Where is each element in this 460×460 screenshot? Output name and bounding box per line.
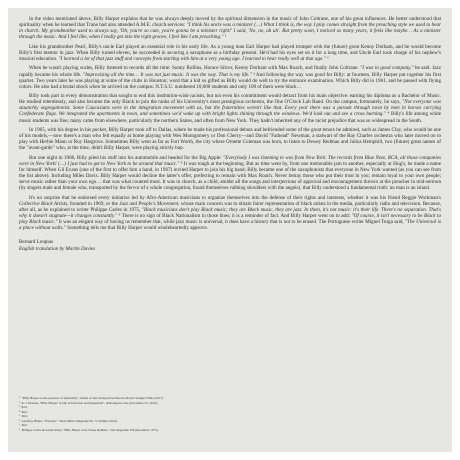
paragraph-text: ¹ (223, 34, 227, 41)
article-paragraph (19, 65, 441, 89)
footnote-number: ⁴ (19, 409, 21, 414)
article-paragraph (19, 195, 441, 232)
quoted-text: "Improvising all the time… It was not just music. It was the way. That is my life." (82, 71, 252, 78)
footnote-number: ⁶ (19, 427, 21, 432)
footnote-number: ⁵ (19, 414, 21, 418)
signature-block (19, 239, 441, 252)
quoted-text: "I was in good company," (360, 65, 414, 72)
footnote-number: ² (19, 400, 20, 405)
paragraph-text: In the video mentioned above, Billy Harper explains that he was always deeply moved by the spiritual dimension in the music of John Coltrane, one of his great influences. He better understood that spirituality when he learned that Trane had also attended A.M.E. church services: (19, 16, 441, 29)
footnote-number: ¹ (19, 396, 20, 400)
document-page (8, 8, 452, 452)
article-paragraph (19, 155, 441, 192)
footnotes (19, 396, 441, 432)
footnote-list (19, 396, 441, 432)
paragraph-text: Billy took part in every demonstration that sought to end this institution-wide racism, but not even his commitment would detract from his main objective: earning his diploma as a Bachelor of Music. He studied relentlessly, and also became the only Black to join the ranks of his University's most prestigious orchestra, the One O'Clock Lab Band. On the campus, fortunately, he says, (19, 93, 441, 106)
footnote-text: "Billy Harper on the presence of spirituality", theme of Jazz Perspectives/Inward, Robert Wagner Films (2017). (21, 396, 164, 400)
article-body (19, 16, 441, 231)
paragraph-text: It's no surprise that he endorsed every initiative led by Afro-American musicians to organize themselves into the defense of their rights and interests, whether it was his friend Reggie Workman's (29, 194, 441, 201)
article-paragraph (19, 16, 441, 40)
paragraph-text: Something tells me that Billy Harper would wholeheartedly approve. (65, 225, 208, 232)
paragraph-text: When he wasn't playing scales, Billy listened to records all the time: Sonny Rollins, Horace Silver, Kenny Dorham with Max Roach, and finally John Coltrane. (29, 65, 361, 72)
paragraph-text: ⁶ There is no sign of Black Nationalism in those lines; it is a reminder of fact. And Billy Harper went on to add: (117, 213, 352, 220)
quoted-text: "Of course, it isn't necessary to be Black to play Black music." (19, 213, 441, 226)
paragraph-text: ² (325, 55, 329, 62)
footnote-number: ³ (19, 405, 20, 409)
paragraph-text: Like his grandmother Pearl, Billy's uncle Earl played an essential role in his early life. As a young man Earl Harper had played trumpet with the (future) great Kenny Dorham, and he would become Billy's first mentor in jazz. When Billy turned eleven, he succeeded in securing a saxophone as a birthday present. He'd had his eyes set on it for a long time, and Uncle Earl took charge of his nephew's musical education. (19, 43, 441, 62)
quoted-text: "I learned a lot of that jazz stuff and concepts from starting with him at a very young age. I learned to hear really well at that age." (58, 55, 326, 62)
paragraph-text: It was an elegant way of having us remember that, while jazz music is universal, it does have a history that is not to be erased. The Portuguese writer Miguel Torga said, (57, 219, 406, 226)
quoted-text: "I think his uncle was a minister (…) What I think is, the way I play comes straight from the preaching style we used to hear in church. My grandmother used to always say, 'Oh, you're so cute, you're gonna be a minister right!' I said, 'No, no, uh uh'. But pretty soon, I noticed so many years, it feels like maybe… As a minister through the music. And I feel like, when I really get into the right groove, I feel like I am preaching." (19, 22, 441, 41)
article-paragraph (19, 127, 441, 151)
translation-credit: English translation by Martin Davies (19, 245, 96, 252)
footnote-number: ⁶ (19, 423, 21, 427)
paragraph-text: ⁵ It was tough at the beginning. But as time went by, from one memorable jam to another, especially at Slug's, he made a name for himself. When Gil Evans (one of the first to offer him a hand, in 1967) invited Harper to join his big band, Billy became one of the saxophonists that everyone in New York wanted (as you can see from the list above). Including Miles Davis. Billy Harper would decline the latter's offer, preferring to remain with Max Roach. Never betray those who put their trust in you; remain loyal to your own people; serve music rather than your own ego… that was what counted most. It was in church, as a child, amidst all the songs and interjections of approval and encouragement thrown at the preacher in mid-sermon (by singers male and female who, transported by the fervor of a whole congregation, found themselves rubbing shoulders with the angels), that Billy understood a fundamental truth: no man is an island. (19, 160, 441, 192)
article-paragraph (19, 44, 441, 62)
footnote-text: Philippe Carles & Gérard Rouy, "Billy Harper en le Faune mathieu", Jazz Magazine 239 (December 1975). (21, 427, 159, 432)
paragraph-text: But one night in 1966, Billy piled his stuff into his automobile and headed for the Big Apple: (29, 154, 224, 161)
quoted-text: "Black musicians don't play Black music; they are Black music, they are jazz. In them, it's not music: it's their life. There's no separation. That's why it doesn't stagnate—it changes constantly." (19, 206, 442, 220)
quoted-text: "Everybody I was listening to was from New York. The records from Blue Note, RCA, all those companies were in New York! (…) I just had to get to New York to be around that music." (19, 154, 442, 167)
paragraph-text: he said. Jazz rapidly became his whole life. (19, 65, 441, 78)
footnote-text: Ibid. (21, 423, 28, 427)
quoted-text: "The Universal is a place without walls." (19, 219, 441, 232)
footnote-text: Ibid. (21, 414, 28, 418)
quoted-text: Jazz and People's Movement (119, 200, 179, 207)
quoted-text: Collective Black Artists (19, 200, 68, 207)
quoted-text: "Not everyone was staunchly segregationist. Some Caucasians were in the integration movement with us, but the fraternities weren't like that. Every year there was a parade through town by men in horses carrying Confederate flags. We integrated the apartments in town, and sometimes we'd wake up with bright lights shining through the windows. We'd look out and see a cross burning." (19, 99, 441, 118)
footnote-text: Ibid. (21, 409, 28, 414)
footnote-number: ⁵ (19, 418, 21, 423)
author-name: Bernard Loupias (19, 239, 54, 246)
paragraph-text: , whose main concern was to obtain fairer representation of black artists in the media, particularly radio and television. Because, after all, as he explained to writer Philippe Carles in 1975, (19, 200, 441, 213)
paragraph-text: ⁴ Billy's life among white music students was fine; many came from elsewhere, particularly the northern States, and often from New York. They hadn't inherited any of the racist prejudice that was so widespread in the South. (19, 111, 441, 124)
footnote-text: Geoffrey Himes, "Preacher", Texas Music Magazine No. 57 (Winter 2014). (21, 418, 118, 423)
paragraph-text: ³ And following the way was good for Billy: at fourteen, Billy Harper put together his first quartet. Two years later he was playing at some of the clubs in Houston; word that a kid so gifted as Billy would do well to try the entrance examination. Which Billy did in 1961, and he passed with flying colors. He also had a brutal shock when he arrived on the campus: N.T.S.U. numbered 10,000 students and only 100 of them were black… (19, 71, 442, 90)
footnote-text: R. J. DeLuke, "Billy Harper: A Life of Devotion and Inspiration", allaboutjazz.com, (November 25, 2016). (21, 400, 158, 405)
paragraph-text: , founded in 1969, or the (67, 200, 120, 207)
paragraph-text: In 1965, with his degree in his pocket, Billy Harper took off to Dallas, where he made his professional debuts and befriended some of the great tenors he admired, such as James Clay, who would be one of his models,—now there's a man who felt equally at home playing with Wes Montgomery or Don Cherry—and David "Fathead" Newman, a stalwart of the Ray Charles orchestra who later moved on to play with Herbie Mann or Roy Hargrove. Sometimes Billy went as far as Fort Worth, the city where Ornette Coleman was born, to listen to Dewey Redman and Julius Hemphill, two (future) great names of the "avant-garde" who, at the time, didn't Billy Harper, were playing strictly bop. (19, 127, 441, 152)
footnote-text: Ibid. (21, 405, 28, 409)
article-paragraph (19, 93, 441, 123)
footnote-item (19, 428, 441, 433)
